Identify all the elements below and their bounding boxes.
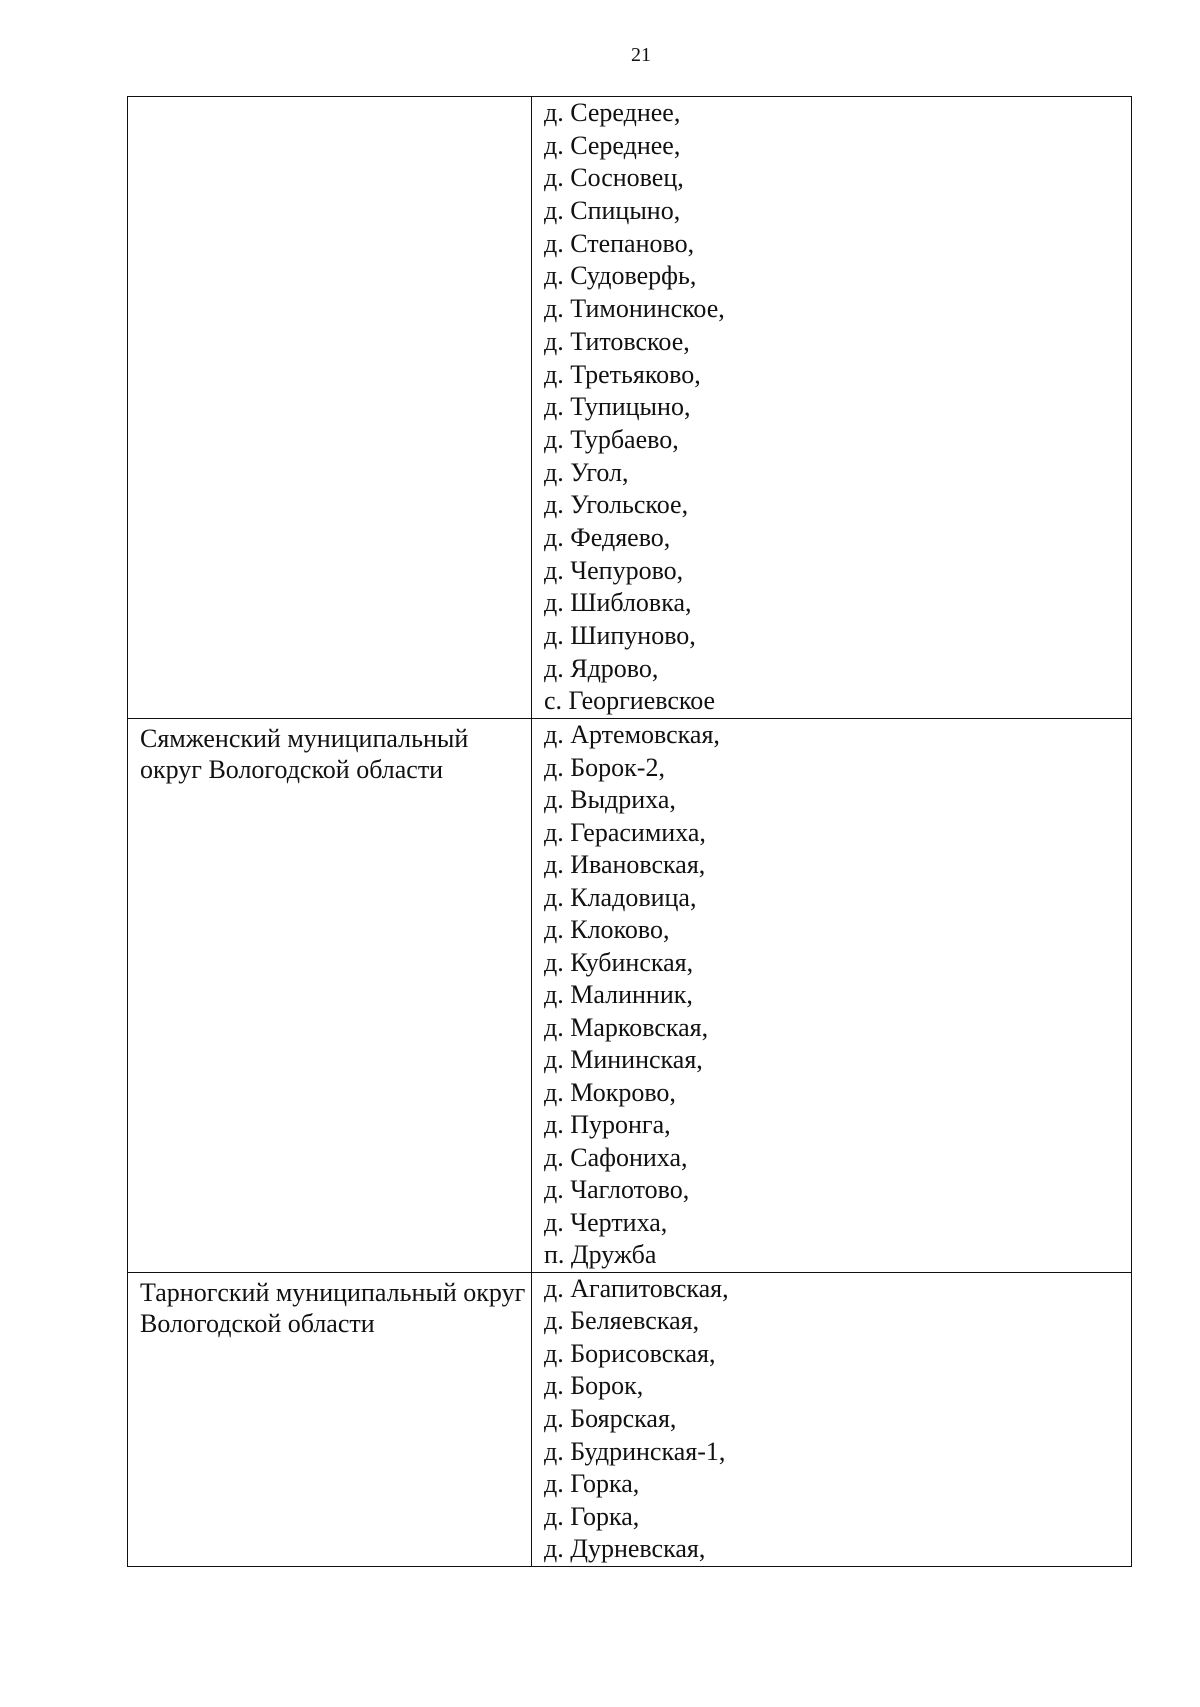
settlement-item: п. Дружба (544, 1240, 657, 1270)
settlement-item: д. Горка, (544, 1501, 640, 1531)
settlement-item: д. Титовское, (544, 326, 690, 356)
settlement-item: д. Сосновец, (544, 163, 684, 193)
settlement-item: д. Агапитовская, (544, 1273, 729, 1303)
settlement-item: д. Мокрово, (544, 1077, 676, 1107)
settlement-item: д. Горка, (544, 1469, 640, 1499)
district-name: Тарногский муниципальный округ Вологодской области (140, 1277, 526, 1338)
page-number: 21 (631, 44, 651, 66)
settlement-item: д. Шибловка, (544, 588, 692, 618)
settlement-item: д. Чепурово, (544, 555, 684, 585)
settlement-item: д. Борок, (544, 1371, 644, 1401)
settlement-item: д. Ивановская, (544, 850, 706, 880)
settlement-list (532, 1273, 1131, 1566)
settlement-item: д. Судоверфь, (544, 261, 697, 291)
settlement-item: д. Будринская-1, (544, 1436, 726, 1466)
settlement-item: д. Степаново, (544, 228, 695, 258)
settlement-item: д. Дурневская, (544, 1534, 706, 1564)
settlement-item: д. Артемовская, (544, 720, 720, 750)
settlement-item: д. Борисовская, (544, 1338, 716, 1368)
settlement-item: д. Сафониха, (544, 1142, 688, 1172)
settlement-item: д. Тупицыно, (544, 392, 691, 422)
settlement-item: д. Середнее, (544, 98, 681, 127)
settlement-item: д. Середнее, (544, 130, 681, 160)
settlement-item: д. Кубинская, (544, 947, 694, 977)
settlement-item: д. Борок-2, (544, 752, 665, 782)
settlement-item: д. Угольское, (544, 490, 689, 520)
settlement-item: д. Герасимиха, (544, 817, 706, 847)
table-row (128, 97, 1132, 719)
settlement-item: д. Пуронга, (544, 1110, 671, 1140)
settlement-item: д. Выдриха, (544, 785, 676, 815)
table-row (128, 1272, 1132, 1566)
district-cell (128, 719, 532, 1273)
settlement-item: с. Георгиевское (544, 686, 716, 716)
settlement-item: д. Чертиха, (544, 1207, 668, 1237)
settlement-item: д. Шипуново, (544, 621, 696, 650)
district-name: Сямженский муниципальный округ Вологодской области (140, 724, 469, 785)
settlements-table (127, 96, 1132, 1567)
settlement-item: д. Чаглотово, (544, 1175, 690, 1205)
table-row (128, 719, 1132, 1273)
settlements-cell (532, 719, 1132, 1273)
district-cell (128, 1272, 532, 1566)
settlement-item: д. Угол, (544, 457, 629, 487)
settlement-item: д. Ядрово, (544, 653, 659, 683)
settlement-item: д. Третьяково, (544, 359, 701, 389)
settlement-item: д. Марковская, (544, 1012, 709, 1042)
settlement-item: д. Тимонинское, (544, 294, 725, 324)
settlement-list (532, 719, 1131, 1272)
settlement-item: д. Мининская, (544, 1045, 703, 1075)
settlements-cell (532, 1272, 1132, 1566)
settlement-item: д. Турбаево, (544, 424, 679, 454)
settlements-cell (532, 97, 1132, 719)
district-name (128, 97, 531, 101)
settlement-item: д. Беляевская, (544, 1306, 700, 1336)
settlement-item: д. Клоково, (544, 915, 670, 945)
district-cell (128, 97, 532, 719)
settlement-item: д. Боярская, (544, 1403, 677, 1433)
settlement-list (532, 97, 1131, 718)
settlement-item: д. Спицыно, (544, 196, 681, 226)
settlement-item: д. Федяево, (544, 522, 671, 552)
settlement-item: д. Малинник, (544, 980, 693, 1010)
settlement-item: д. Кладовица, (544, 882, 697, 912)
